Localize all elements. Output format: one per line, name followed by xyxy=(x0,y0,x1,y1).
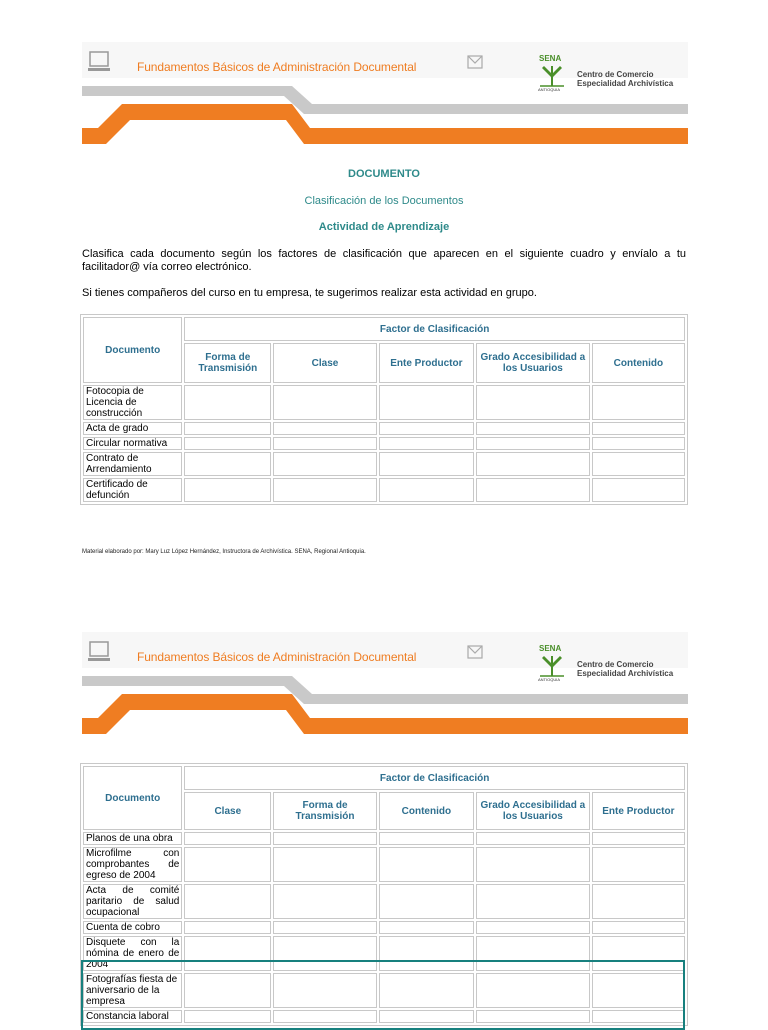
document-name: Cuenta de cobro xyxy=(83,921,182,934)
table-row xyxy=(83,437,685,450)
empty-cell[interactable] xyxy=(592,921,685,934)
page-footer: Material elaborado por: Mary Luz López Hernández, Instructora de Archivística. SENA, Regional Antioquia. xyxy=(82,549,366,555)
selection-highlight xyxy=(81,960,685,1030)
empty-cell[interactable] xyxy=(592,884,685,919)
factor-header: Factor de Clasificación xyxy=(184,317,685,341)
table-row xyxy=(83,478,685,502)
empty-cell[interactable] xyxy=(476,452,590,476)
column-header: Grado Accesibilidad a los Usuarios xyxy=(476,792,590,830)
classification-table-1 xyxy=(80,314,688,505)
empty-cell[interactable] xyxy=(379,422,474,435)
empty-cell[interactable] xyxy=(184,437,271,450)
column-header: Ente Productor xyxy=(379,343,474,383)
header-banner-page1 xyxy=(82,42,688,150)
empty-cell[interactable] xyxy=(184,921,271,934)
document-name: Acta de comité paritario de salud ocupacional xyxy=(83,884,182,919)
empty-cell[interactable] xyxy=(273,422,376,435)
empty-cell[interactable] xyxy=(273,921,376,934)
empty-cell[interactable] xyxy=(476,832,590,845)
document-subtitle: Clasificación de los Documentos xyxy=(304,195,464,207)
empty-cell[interactable] xyxy=(379,847,474,882)
empty-cell[interactable] xyxy=(476,422,590,435)
empty-cell[interactable] xyxy=(592,847,685,882)
doc-column-header: Documento xyxy=(83,317,182,383)
group-suggestion-paragraph: Si tienes compañeros del curso en tu empresa, te sugerimos realizar esta actividad en grupo. xyxy=(82,287,537,299)
empty-cell[interactable] xyxy=(592,452,685,476)
empty-cell[interactable] xyxy=(379,832,474,845)
empty-cell[interactable] xyxy=(379,437,474,450)
table-row xyxy=(83,385,685,420)
factor-header: Factor de Clasificación xyxy=(184,766,685,790)
empty-cell[interactable] xyxy=(184,422,271,435)
empty-cell[interactable] xyxy=(476,884,590,919)
column-header: Clase xyxy=(273,343,376,383)
document-name: Constancia laboral xyxy=(83,1010,182,1023)
empty-cell[interactable] xyxy=(273,452,376,476)
empty-cell[interactable] xyxy=(476,437,590,450)
center-name xyxy=(577,70,673,88)
empty-cell[interactable] xyxy=(476,385,590,420)
column-header: Grado Accesibilidad a los Usuarios xyxy=(476,343,590,383)
column-header: Contenido xyxy=(592,343,685,383)
empty-cell[interactable] xyxy=(184,478,271,502)
empty-cell[interactable] xyxy=(476,847,590,882)
empty-cell[interactable] xyxy=(184,385,271,420)
instructions-paragraph: Clasifica cada documento según los factores de clasificación que aparecen en el siguiente cuadro y envíalo a tu facilitador@ vía correo electrónico. xyxy=(82,248,686,273)
center-name xyxy=(577,660,673,678)
empty-cell[interactable] xyxy=(592,437,685,450)
empty-cell[interactable] xyxy=(273,478,376,502)
center-line2: Especialidad Archivística xyxy=(577,79,674,88)
empty-cell[interactable] xyxy=(476,478,590,502)
empty-cell[interactable] xyxy=(379,452,474,476)
sena-logo: SENA xyxy=(539,644,562,653)
banner-stripes xyxy=(82,42,688,150)
column-header: Forma de Transmisión xyxy=(184,343,271,383)
empty-cell[interactable] xyxy=(379,921,474,934)
empty-cell[interactable] xyxy=(273,385,376,420)
empty-cell[interactable] xyxy=(184,884,271,919)
table-row xyxy=(83,452,685,476)
empty-cell[interactable] xyxy=(476,921,590,934)
center-line1: Centro de Comercio xyxy=(577,70,654,79)
table-row xyxy=(83,884,685,919)
empty-cell[interactable] xyxy=(592,832,685,845)
document-name: Fotografías fiesta de aniversario de la empresa xyxy=(83,973,182,1008)
antioquia-label: ANTIOQUIA xyxy=(538,87,561,92)
column-header: Contenido xyxy=(379,792,474,830)
document-name: Circular normativa xyxy=(83,437,182,450)
column-header: Clase xyxy=(184,792,271,830)
banner-stripes xyxy=(82,632,688,740)
center-line2: Especialidad Archivística xyxy=(577,669,674,678)
empty-cell[interactable] xyxy=(592,385,685,420)
column-header: Forma de Transmisión xyxy=(273,792,376,830)
course-title: Fundamentos Básicos de Administración Documental xyxy=(137,650,417,664)
empty-cell[interactable] xyxy=(273,832,376,845)
empty-cell[interactable] xyxy=(379,884,474,919)
empty-cell[interactable] xyxy=(184,832,271,845)
header-banner-page2 xyxy=(82,632,688,740)
sena-logo: SENA xyxy=(539,54,562,63)
column-header: Ente Productor xyxy=(592,792,685,830)
empty-cell[interactable] xyxy=(379,478,474,502)
empty-cell[interactable] xyxy=(273,437,376,450)
document-name: Microfilme con comprobantes de egreso de 2004 xyxy=(83,847,182,882)
empty-cell[interactable] xyxy=(273,884,376,919)
document-name: Certificado de defunción xyxy=(83,478,182,502)
empty-cell[interactable] xyxy=(592,478,685,502)
document-name: Fotocopia de Licencia de construcción xyxy=(83,385,182,420)
empty-cell[interactable] xyxy=(184,847,271,882)
document-name: Acta de grado xyxy=(83,422,182,435)
table-row xyxy=(83,832,685,845)
document-title: DOCUMENTO xyxy=(348,168,420,180)
document-name: Contrato de Arrendamiento xyxy=(83,452,182,476)
table-row xyxy=(83,847,685,882)
doc-column-header: Documento xyxy=(83,766,182,830)
activity-title: Actividad de Aprendizaje xyxy=(318,221,450,233)
empty-cell[interactable] xyxy=(273,847,376,882)
table-row xyxy=(83,422,685,435)
empty-cell[interactable] xyxy=(379,385,474,420)
document-name: Disquete con la nómina de enero de 2004 xyxy=(83,936,182,971)
antioquia-label: ANTIOQUIA xyxy=(538,677,561,682)
course-title: Fundamentos Básicos de Administración Documental xyxy=(137,60,417,74)
table-row xyxy=(83,921,685,934)
center-line1: Centro de Comercio xyxy=(577,660,654,669)
empty-cell[interactable] xyxy=(592,422,685,435)
document-name: Planos de una obra xyxy=(83,832,182,845)
empty-cell[interactable] xyxy=(184,452,271,476)
